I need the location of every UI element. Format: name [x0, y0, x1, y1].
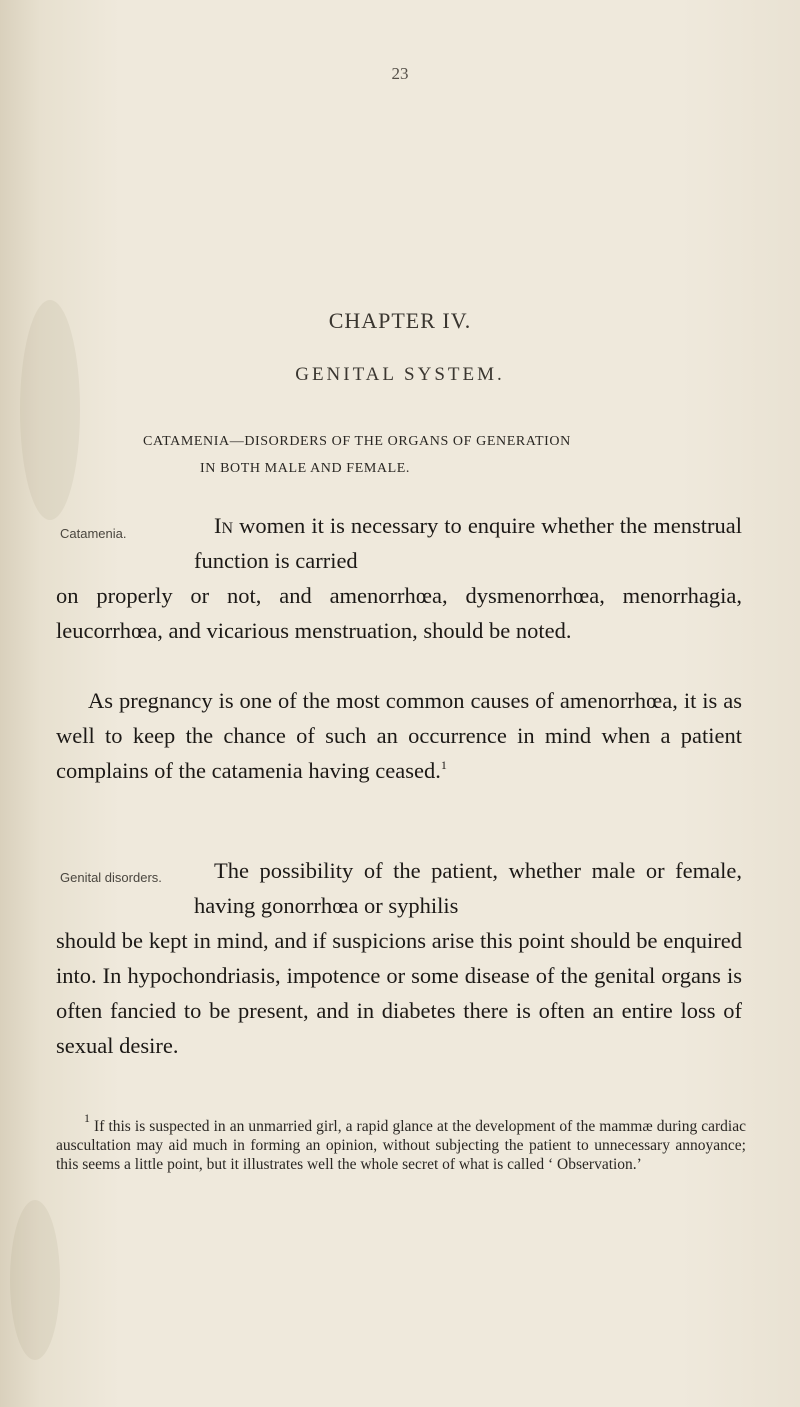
footnote-reference: 1 [440, 758, 447, 772]
side-note-genital-disorders: Genital disorders. [60, 870, 162, 885]
paragraph-catamenia-continued [56, 578, 742, 648]
summary-line-1: CATAMENIA—DISORDERS OF THE ORGANS OF GENERATION [143, 434, 571, 449]
paragraph-text: The possibility of the patient, whether male or female, having gonorrhœa or syphilis [194, 858, 742, 918]
chapter-heading: CHAPTER IV. [328, 308, 472, 333]
paper-stain [10, 1200, 60, 1360]
chapter-summary [143, 428, 663, 482]
paragraph-first-word: In [214, 513, 234, 538]
paragraph-text: As pregnancy is one of the most common causes of amenorrhœa, it is as well to keep the chance of such an occurrence in mind when a patient complains of the catamenia having ceased. [56, 688, 742, 783]
footnote [56, 1111, 746, 1174]
page-number: 23 [391, 64, 409, 83]
paragraph-text: women it is necessary to enquire whether the menstrual function is carried [194, 513, 742, 573]
paragraph-text: should be kept in mind, and if suspicions arise this point should be enquired into. In hypochondriasis, impotence or some disease of the genital organs is often fancied to be present, and in diabetes there is often an entire loss of sexual desire. [56, 928, 742, 1058]
paragraph-text: on properly or not, and amenorrhœa, dysmenorrhœa, menorrhagia, leucorrhœa, and vicarious menstruation, should be noted. [56, 583, 742, 643]
footnote-text: If this is suspected in an unmarried girl, a rapid glance at the development of the mammæ during cardiac auscultation may aid much in forming an opinion, without subjecting the patient to unnecessary annoyance; this seems a little point, but it illustrates well the whole secret of what is called ‘ Observation.’ [56, 1118, 746, 1173]
summary-line-2: IN BOTH MALE AND FEMALE. [200, 461, 411, 476]
footnote-mark: 1 [84, 1111, 90, 1125]
side-note-catamenia: Catamenia. [60, 526, 127, 541]
paragraph-genital-disorders-opening [194, 853, 742, 923]
paragraph-pregnancy [56, 683, 742, 788]
chapter-title: GENITAL SYSTEM. [295, 364, 505, 385]
paragraph-genital-disorders-continued [56, 923, 742, 1063]
paragraph-catamenia-opening [194, 508, 742, 578]
